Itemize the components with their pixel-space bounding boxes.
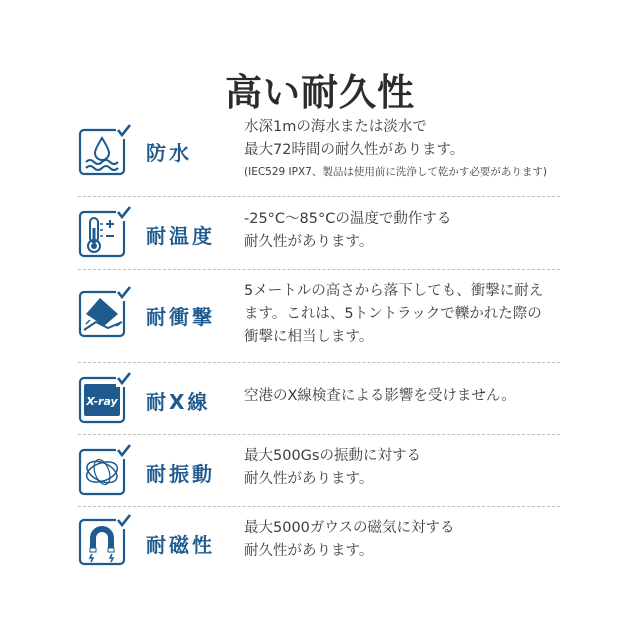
description-line: 最大72時間の耐久性があります。 — [244, 142, 465, 158]
feature-label: 耐衝撃 — [146, 305, 215, 329]
description-line: 衝撃に相当します。 — [244, 329, 374, 345]
divider — [78, 269, 560, 270]
feature-label: 耐磁性 — [146, 533, 215, 557]
feature-temperature — [78, 204, 562, 262]
description-line: 水深1mの海水または淡水で — [244, 119, 427, 135]
divider — [78, 506, 560, 507]
feature-description — [244, 208, 564, 254]
magnet-icon — [78, 514, 132, 568]
feature-vibration — [78, 442, 562, 500]
page-title: 高い耐久性 — [225, 71, 415, 114]
xray-icon — [78, 372, 132, 426]
feature-label: 耐X線 — [146, 390, 211, 414]
feature-waterproof — [78, 119, 562, 186]
description-line: -25°C～85°Cの温度で動作する — [244, 211, 452, 227]
description-line: 最大500Gsの振動に対する — [244, 448, 421, 464]
divider — [78, 434, 560, 435]
divider — [78, 362, 560, 363]
water-drop-icon — [78, 124, 132, 178]
thermometer-icon — [78, 206, 132, 260]
impact-icon — [78, 286, 132, 340]
feature-description — [244, 116, 564, 182]
description-line: 5メートルの高さから落下しても、衝撃に耐え — [244, 283, 544, 299]
description-line: 耐久性があります。 — [244, 471, 374, 487]
feature-description — [244, 445, 564, 491]
feature-xray — [78, 370, 562, 428]
description-line: 耐久性があります。 — [244, 234, 374, 250]
vibration-icon — [78, 444, 132, 498]
description-note: (IEC529 IPX7、製品は使用前に洗浄して乾かす必要があります) — [244, 166, 547, 178]
description-line: 耐久性があります。 — [244, 543, 374, 559]
feature-magnetic — [78, 512, 562, 572]
feature-label: 耐振動 — [146, 462, 215, 486]
description-line: 空港のX線検査による影響を受けません。 — [244, 388, 516, 404]
feature-label: 防水 — [146, 141, 192, 165]
feature-shock — [78, 281, 562, 353]
feature-description — [244, 517, 564, 563]
description-line: ます。これは、5トントラックで轢かれた際の — [244, 306, 542, 322]
feature-description — [244, 385, 564, 408]
description-line: 最大5000ガウスの磁気に対する — [244, 520, 455, 536]
feature-label: 耐温度 — [146, 224, 215, 248]
xray-icon-text: X-ray — [86, 395, 118, 408]
divider — [78, 196, 560, 197]
feature-description — [244, 280, 564, 349]
